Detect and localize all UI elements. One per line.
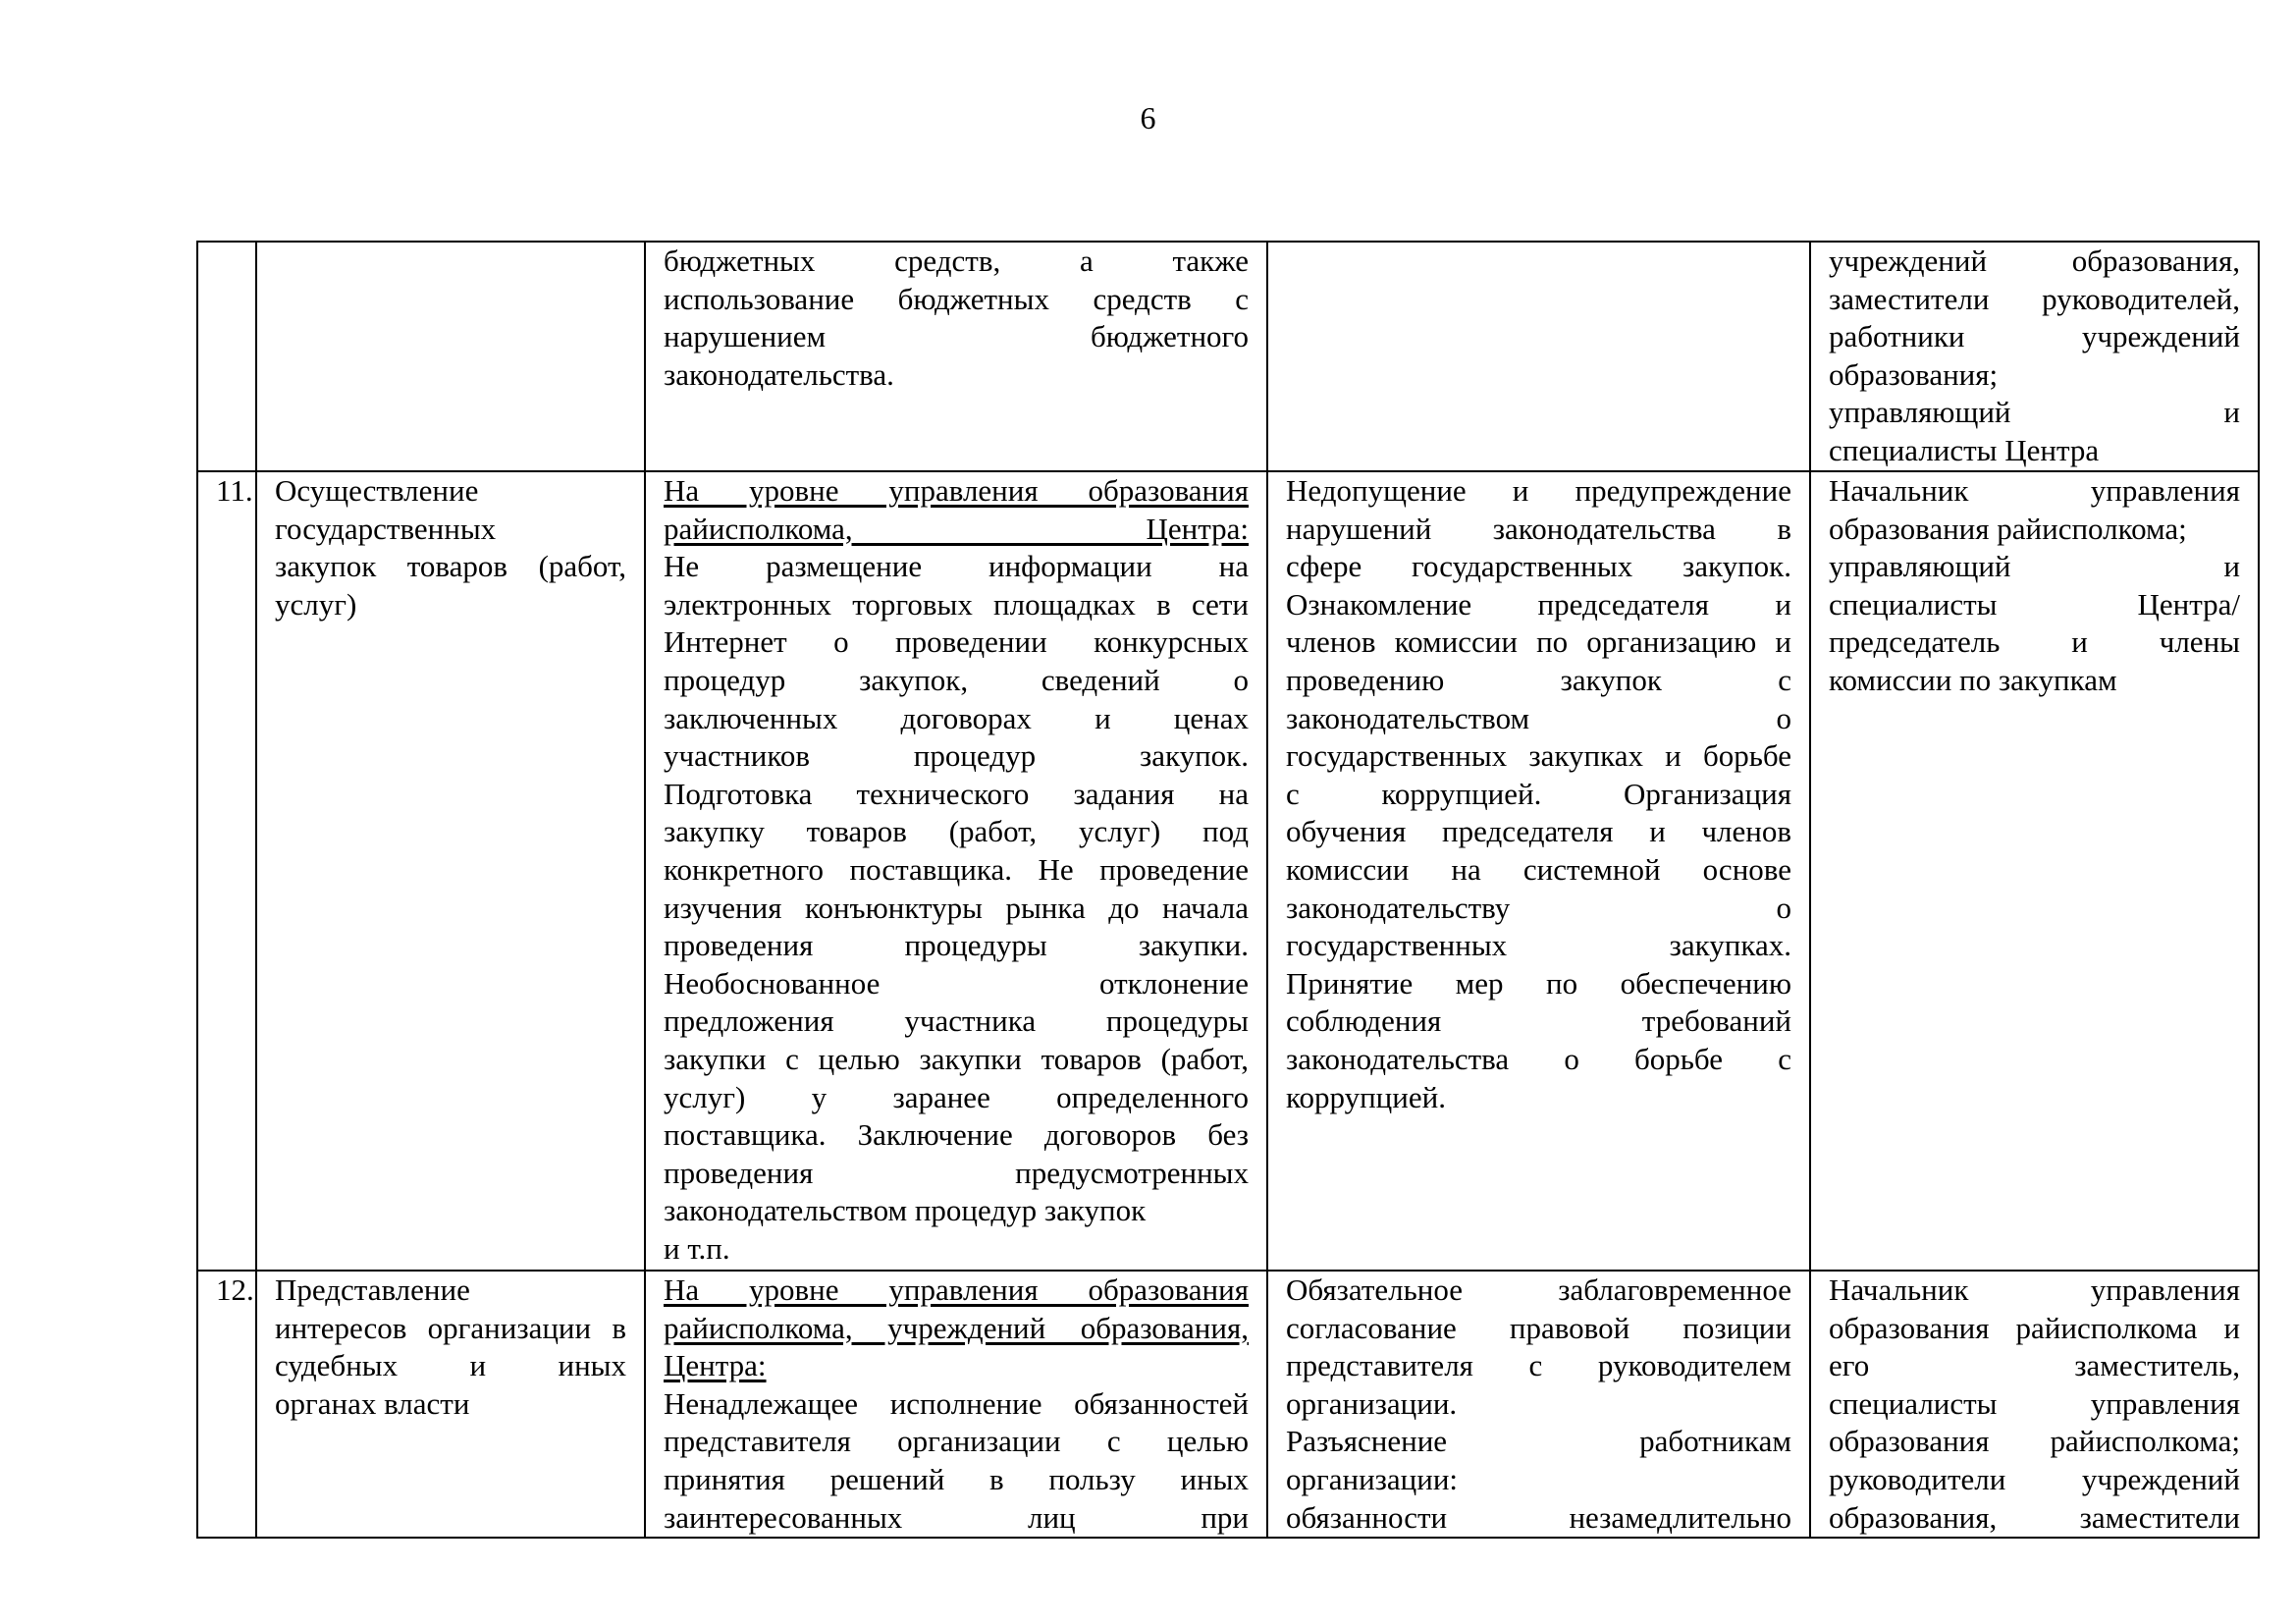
risk-level-heading: На уровне управления образования (664, 473, 1249, 508)
responsible-line: его заместитель, (1829, 1348, 2240, 1383)
corruption-risk-cell (645, 242, 1267, 471)
activity-area-line: Представление (275, 1272, 470, 1307)
prevention-measures-cell (1267, 242, 1810, 471)
measure-line: с коррупцией. Организация (1286, 776, 1791, 811)
risk-level-heading: райисполкома, учреждений образования, (664, 1310, 1249, 1345)
row-number-cell (197, 471, 256, 1271)
activity-area-line: закупок товаров (работ, (275, 549, 626, 584)
responsible-line: образования; (1829, 356, 1999, 392)
responsible-line: образования райисполкома и (1829, 1310, 2240, 1345)
risk-description-line: поставщика. Заключение договоров без (664, 1117, 1249, 1153)
risk-description-line: использование бюджетных средств с (664, 281, 1249, 316)
measure-line: государственных закупках. (1286, 928, 1791, 963)
risk-description-line: закупку товаров (работ, услуг) под (664, 814, 1249, 849)
table-row (197, 242, 2259, 471)
risk-description-line: услуг) у заранее определенного (664, 1079, 1249, 1114)
responsible-line: специалисты Центра/ (1829, 586, 2240, 622)
activity-area-cell (256, 1271, 645, 1538)
activity-area-line: интересов организации в (275, 1310, 626, 1345)
responsible-line: образования, заместители (1829, 1499, 2240, 1535)
measure-line: Принятие мер по обеспечению (1286, 965, 1791, 1001)
responsible-line: специалисты Центра (1829, 432, 2100, 467)
table-row (197, 471, 2259, 1271)
corruption-risk-cell (645, 471, 1267, 1271)
page-number: 6 (1140, 100, 1156, 135)
measure-line: организации. (1286, 1385, 1458, 1421)
risk-description-line: конкретного поставщика. Не проведение (664, 851, 1249, 887)
measure-line: коррупцией. (1286, 1079, 1446, 1114)
responsible-line: образования райисполкома; (1829, 511, 2187, 546)
row-number: 11. (216, 473, 253, 508)
measure-line: обучения председателя и членов (1286, 814, 1791, 849)
risk-description-line: закупки с целью закупки товаров (работ, (664, 1041, 1249, 1076)
risk-description-line: предложения участника процедуры (664, 1003, 1249, 1039)
responsible-line: управляющий и (1829, 549, 2240, 584)
risk-description-line: бюджетных средств, а также (664, 244, 1249, 278)
activity-area-cell (256, 471, 645, 1271)
activity-area-line: услуг) (275, 586, 357, 622)
measure-line: Разъяснение работникам (1286, 1424, 1791, 1459)
responsible-line: Начальник управления (1829, 473, 2240, 508)
corruption-risk-cell (645, 1271, 1267, 1538)
risk-description-line: Подготовка технического задания на (664, 776, 1249, 811)
activity-area-line: государственных (275, 511, 497, 546)
measure-line: согласование правовой позиции (1286, 1310, 1791, 1345)
risk-description-line: процедур закупок, сведений о (664, 662, 1249, 697)
responsible-line: председатель и члены (1829, 624, 2240, 660)
responsible-line: учреждений образования, (1829, 244, 2240, 278)
prevention-measures-cell (1267, 1271, 1810, 1538)
risk-description-line: электронных торговых площадках в сети (664, 586, 1249, 622)
responsible-persons-cell (1810, 471, 2259, 1271)
risk-description-line: законодательства. (664, 356, 894, 392)
risk-description-line: Не размещение информации на (664, 549, 1249, 584)
risk-description-line: заключенных договорах и ценах (664, 700, 1249, 735)
table-body (197, 242, 2259, 1538)
measure-line: сфере государственных закупок. (1286, 549, 1791, 584)
activity-area-line: Осуществление (275, 473, 479, 508)
responsible-line: руководители учреждений (1829, 1461, 2240, 1496)
row-number-cell (197, 242, 256, 471)
measure-line: представителя с руководителем (1286, 1348, 1791, 1383)
activity-area-line: органах власти (275, 1385, 470, 1421)
responsible-line: управляющий и (1829, 395, 2240, 430)
risk-description-line: участников процедур закупок. (664, 738, 1249, 774)
table-row (197, 1271, 2259, 1538)
risk-description-line: законодательством процедур закупок (664, 1193, 1147, 1228)
activity-area-line: судебных и иных (275, 1348, 626, 1383)
risk-description-line: заинтересованных лиц при (664, 1499, 1249, 1535)
risk-description-line: Интернет о проведении конкурсных (664, 624, 1249, 660)
measure-line: организации: (1286, 1461, 1459, 1496)
risk-description-line: изучения конъюнктуры рынка до начала (664, 890, 1249, 925)
measure-line: Ознакомление председателя и (1286, 586, 1791, 622)
risk-description-line: представителя организации с целью (664, 1424, 1249, 1459)
measure-line: Обязательное заблаговременное (1286, 1272, 1791, 1307)
responsible-line: Начальник управления (1829, 1272, 2240, 1307)
measure-line: соблюдения требований (1286, 1003, 1791, 1039)
activity-area-cell (256, 242, 645, 471)
row-number-cell (197, 1271, 256, 1538)
row-number: 12. (216, 1272, 254, 1307)
measure-line: обязанности незамедлительно (1286, 1499, 1791, 1535)
measure-line: проведению закупок с (1286, 662, 1791, 697)
responsible-line: заместители руководителей, (1829, 281, 2240, 316)
measure-line: законодательством о (1286, 700, 1791, 735)
measure-line: Недопущение и предупреждение (1286, 473, 1791, 508)
responsible-persons-cell (1810, 1271, 2259, 1538)
responsible-persons-cell (1810, 242, 2259, 471)
prevention-measures-cell (1267, 471, 1810, 1271)
risk-description-line: и т.п. (664, 1230, 730, 1266)
risk-description-line: проведения предусмотренных (664, 1155, 1249, 1190)
risk-description-line: Необоснованное отклонение (664, 965, 1249, 1001)
risk-level-heading: На уровне управления образования (664, 1272, 1249, 1307)
responsible-line: специалисты управления (1829, 1385, 2240, 1421)
anticorruption-plan-table (196, 241, 2260, 1539)
measure-line: членов комиссии по организацию и (1286, 624, 1791, 660)
measure-line: законодательства о борьбе с (1286, 1041, 1791, 1076)
risk-description-line: проведения процедуры закупки. (664, 928, 1249, 963)
responsible-line: образования райисполкома; (1829, 1424, 2240, 1459)
measure-line: законодательству о (1286, 890, 1791, 925)
measure-line: государственных закупках и борьбе (1286, 738, 1791, 774)
risk-level-heading: Центра: (664, 1348, 767, 1383)
risk-description-line: принятия решений в пользу иных (664, 1461, 1249, 1496)
measure-line: комиссии на системной основе (1286, 851, 1791, 887)
measure-line: нарушений законодательства в (1286, 511, 1791, 546)
responsible-line: комиссии по закупкам (1829, 662, 2117, 697)
responsible-line: работники учреждений (1829, 319, 2240, 354)
risk-level-heading: райисполкома, Центра: (664, 511, 1249, 546)
risk-description-line: Ненадлежащее исполнение обязанностей (664, 1385, 1249, 1421)
risk-description-line: нарушением бюджетного (664, 319, 1249, 354)
